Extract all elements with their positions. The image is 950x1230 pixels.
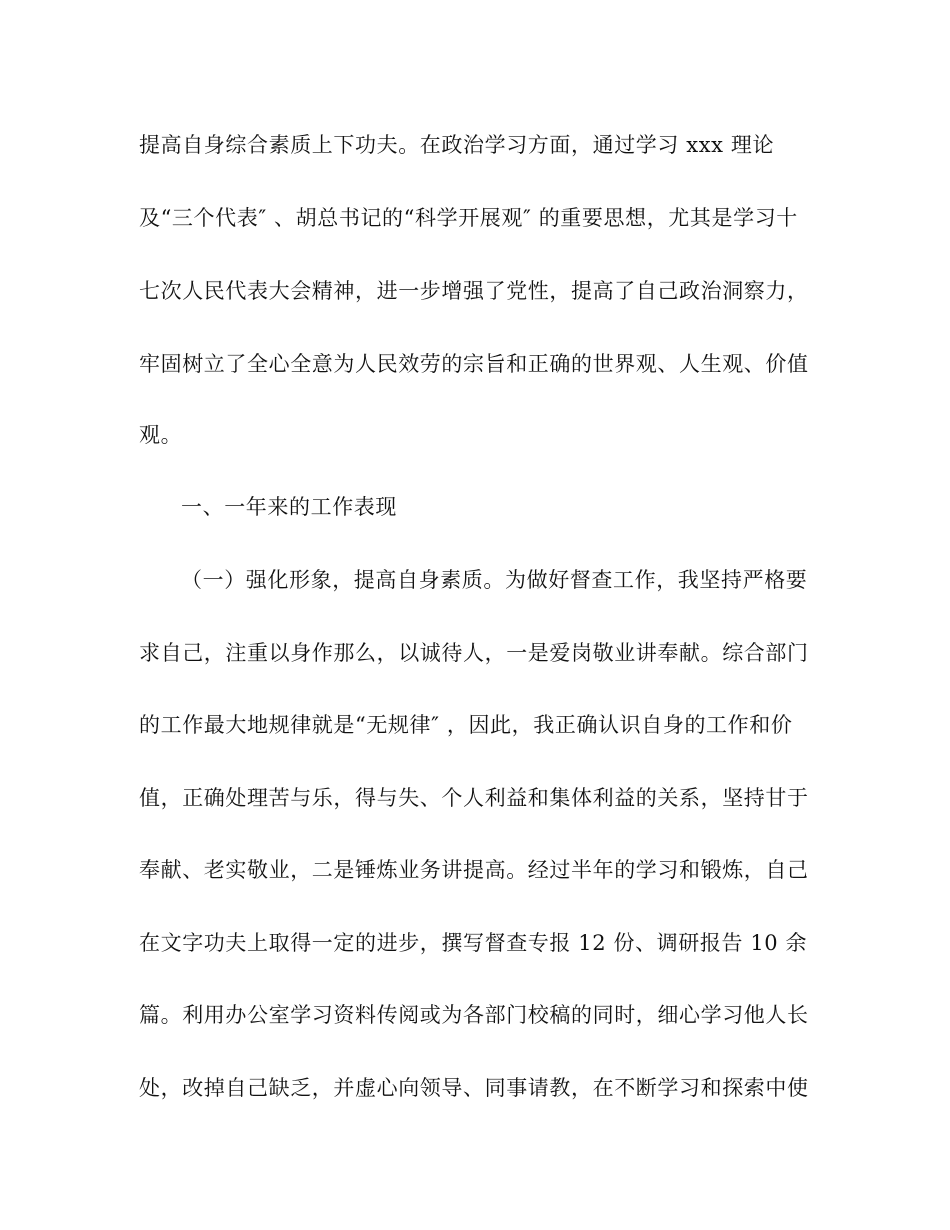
section-heading: 一、一年来的工作表现 <box>181 495 397 519</box>
text-line-14: 处，改掉自己缺乏，并虚心向领导、同事请教，在不断学习和探索中使 <box>139 1076 809 1100</box>
text-line-3: 七次人民代表大会精神，进一步增强了党性，提高了自己政治洞察力， <box>139 279 809 303</box>
text-line-2: 及“三个代表″ 、胡总书记的“科学开展观″ 的重要思想，尤其是学习十 <box>139 206 798 230</box>
text-line-13: 篇。利用办公室学习资料传阅或为各部门校稿的同时，细心学习他人长 <box>139 1003 809 1027</box>
text-line-9: 的工作最大地规律就是“无规律″ ，因此，我正确认识自身的工作和价 <box>139 713 793 737</box>
text-line-5: 观。 <box>139 423 183 447</box>
text-line-1: 提高自身综合素质上下功夫。在政治学习方面，通过学习 xxx 理论 <box>139 133 775 157</box>
text-line-4: 牢固树立了全心全意为人民效劳的宗旨和正确的世界观、人生观、价值 <box>139 352 809 376</box>
text-line-12: 在文字功夫上取得一定的进步，撰写督查专报 12 份、调研报告 10 余 <box>139 931 808 955</box>
text-line-10: 值，正确处理苦与乐，得与失、个人利益和集体利益的关系，坚持甘于 <box>139 786 809 810</box>
subsection-line-1: （一）强化形象，提高自身素质。为做好督查工作，我坚持严格要 <box>181 568 808 592</box>
text-line-11: 奉献、老实敬业，二是锤炼业务讲提高。经过半年的学习和锻炼，自己 <box>139 858 809 882</box>
text-line-8: 求自己，注重以身作那么，以诚待人，一是爱岗敬业讲奉献。综合部门 <box>139 641 809 665</box>
